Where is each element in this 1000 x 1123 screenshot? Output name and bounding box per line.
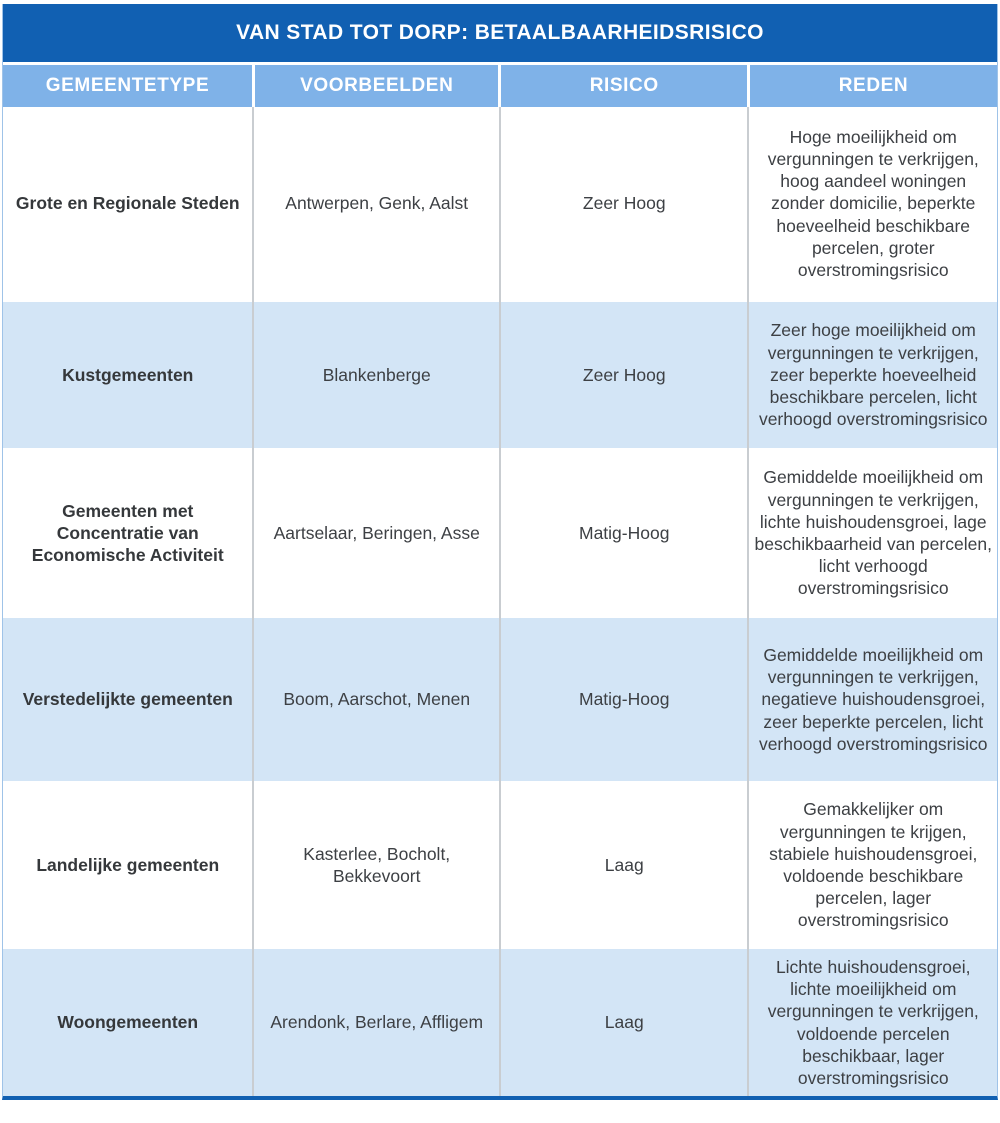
cell-reden: Gemakkelijker om vergunningen te krijgen, stabiele huishoudensgroei, voldoende beschikbare percelen, lager overstromingsrisico (748, 782, 997, 948)
cell-reden: Hoge moeilijkheid om vergunningen te verkrijgen, hoog aandeel woningen zonder domicilie, beperkte hoeveelheid beschikbare percelen, groter overstromingsrisico (748, 107, 997, 301)
cell-voorbeelden: Antwerpen, Genk, Aalst (253, 107, 500, 301)
cell-reden: Gemiddelde moeilijkheid om vergunningen te verkrijgen, negatieve huishoudensgroei, zeer beperkte percelen, licht verhoogd overstromingsrisico (748, 617, 997, 782)
cell-risico: Zeer Hoog (500, 301, 749, 449)
cell-risico: Laag (500, 948, 749, 1096)
cell-voorbeelden: Kasterlee, Bocholt, Bekkevoort (253, 782, 500, 948)
cell-reden: Gemiddelde moeilijkheid om vergunningen te verkrijgen, lichte huishoudensgroei, lage beschikbaarheid van percelen, licht verhoogd overstromingsrisico (748, 449, 997, 617)
column-header-reden: REDEN (748, 65, 997, 107)
table-row (3, 948, 997, 1096)
cell-gemeentetype: Verstedelijkte gemeenten (22, 689, 233, 710)
table-body (3, 107, 997, 1096)
table-row (3, 782, 997, 948)
table-row (3, 449, 997, 617)
table-row (3, 107, 997, 301)
cell-risico: Laag (500, 782, 749, 948)
cell-gemeentetype: Woongemeenten (57, 1012, 199, 1033)
cell-risico: Matig-Hoog (500, 449, 749, 617)
page-title: VAN STAD TOT DORP: BETAALBAARHEIDSRISICO (3, 4, 997, 62)
table-row (3, 301, 997, 449)
cell-voorbeelden: Boom, Aarschot, Menen (253, 617, 500, 782)
header-row (3, 65, 997, 107)
table-row (3, 617, 997, 782)
cell-risico: Matig-Hoog (500, 617, 749, 782)
risk-table-container (2, 4, 998, 1100)
cell-voorbeelden: Arendonk, Berlare, Affligem (253, 948, 500, 1096)
cell-gemeentetype: Landelijke gemeenten (36, 854, 220, 875)
column-header-gemeentetype: GEMEENTETYPE (3, 65, 253, 107)
cell-voorbeelden: Blankenberge (253, 301, 500, 449)
table-header (3, 65, 997, 107)
column-header-voorbeelden: VOORBEELDEN (253, 65, 500, 107)
column-header-risico: RISICO (500, 65, 749, 107)
cell-reden: Zeer hoge moeilijkheid om vergunningen te verkrijgen, zeer beperkte hoeveelheid beschikbare percelen, licht verhoogd overstromingsrisico (748, 301, 997, 449)
cell-voorbeelden: Aartselaar, Beringen, Asse (253, 449, 500, 617)
cell-gemeentetype: Gemeenten met Concentratie van Economische Activiteit (31, 500, 224, 566)
risk-table (3, 65, 997, 1096)
cell-reden: Lichte huishoudensgroei, lichte moeilijkheid om vergunningen te verkrijgen, voldoende percelen beschikbaar, lager overstromingsrisico (748, 948, 997, 1096)
cell-gemeentetype: Grote en Regionale Steden (15, 193, 240, 214)
cell-gemeentetype: Kustgemeenten (62, 364, 194, 385)
cell-risico: Zeer Hoog (500, 107, 749, 301)
